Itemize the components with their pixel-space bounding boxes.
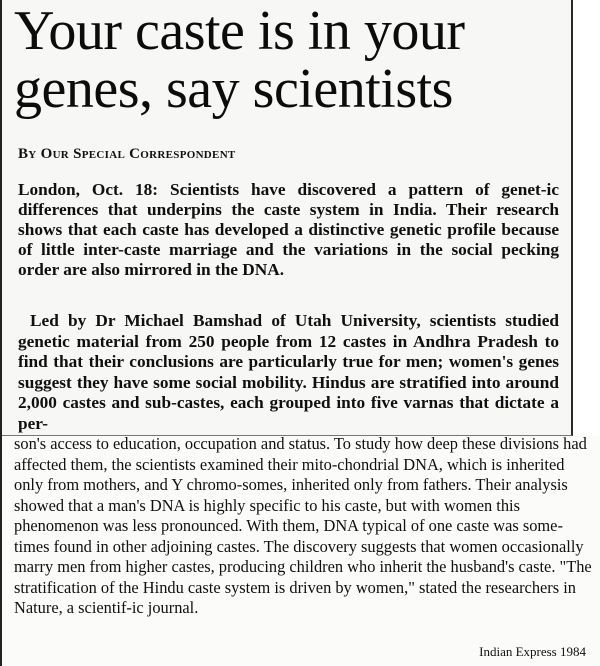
article-paragraph-2: Led by Dr Michael Bamshad of Utah University, scientists studied genetic material from 250 people from 12 castes in Andhra Pradesh to find that their conclusions are particularly true for men; women's genes suggest they have some social mobility. Hindus are stratified into around 2,000 castes and sub-castes, each grouped into five varnas that dictate a per-: [18, 311, 559, 433]
article-paragraph-1: London, Oct. 18: Scientists have discovered a pattern of genet-ic differences that underpins the caste system in India. Their research shows that each caste has developed a distinctive genetic profile because of little inter-caste marriage and the variations in the social pecking order are also mirrored in the DNA.: [18, 180, 559, 279]
source-credit: Indian Express 1984: [479, 644, 586, 659]
left-border-rule: [0, 0, 2, 666]
headline: Your caste is in your genes, say scientists: [14, 0, 465, 120]
article-paragraph-3: son's access to education, occupation and status. To study how deep these divisions had affected them, the scientists examined their mito-chondrial DNA, which is inherited only from mothers, and Y chromo-somes, inherited only from fathers. Their analysis showed that a man's DNA is highly specific to his caste, but with women this phenomenon was less pronounced. With them, DNA typical of one caste was some-times found in other adjoining castes. The discovery suggests that women occasionally marry men from higher castes, producing children who inherit the husband's caste. "The stratification of the Hindu caste system is driven by women," stated the researchers in Nature, a scientif-ic journal.: [14, 434, 592, 617]
byline: By Our Special Correspondent: [18, 146, 236, 162]
